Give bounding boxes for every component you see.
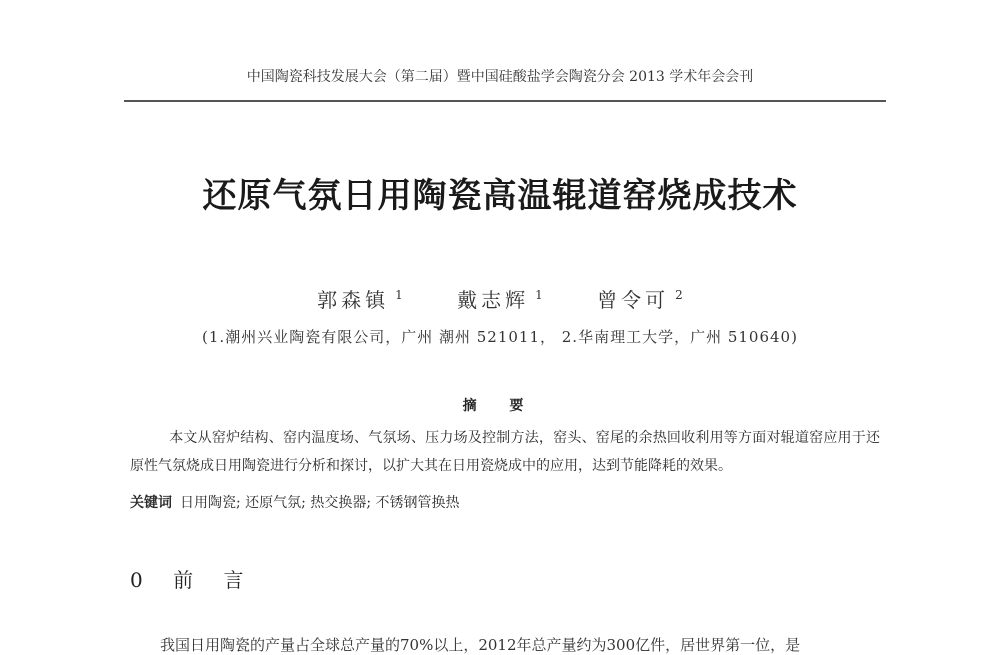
keywords-list: 日用陶瓷; 还原气氛; 热交换器; 不锈钢管换热 bbox=[180, 495, 460, 511]
author-affiliation-marker: 1 bbox=[535, 288, 543, 303]
keywords bbox=[130, 492, 880, 512]
keywords-label: 关键词 bbox=[130, 495, 172, 511]
author-affiliation-marker: 2 bbox=[675, 288, 683, 303]
header-rule bbox=[124, 100, 886, 102]
author-name: 戴志辉 bbox=[457, 288, 530, 312]
author-2 bbox=[457, 284, 543, 313]
abstract-text: 本文从窑炉结构、窑内温度场、气氛场、压力场及控制方法，窑头、窑尾的余热回收利用等方面对辊道窑应用于还原性气氛烧成日用陶瓷进行分析和探讨，以扩大其在日用瓷烧成中的应用，达到节能降耗的效果。 bbox=[130, 430, 880, 474]
author-1 bbox=[317, 284, 403, 313]
section-heading: 0 前 言 bbox=[130, 568, 256, 592]
affiliation: (1.潮州兴业陶瓷有限公司，广州 潮州 521011， 2.华南理工大学，广州 510640) bbox=[202, 328, 798, 346]
paper-title: 还原气氛日用陶瓷高温辊道窑烧成技术 bbox=[202, 176, 798, 216]
author-affiliation-marker: 1 bbox=[395, 288, 403, 303]
author-3 bbox=[597, 284, 683, 313]
author-name: 郭森镇 bbox=[317, 288, 390, 312]
abstract-heading: 摘 要 bbox=[462, 398, 538, 414]
body-paragraph: 我国日用陶瓷的产量占全球总产量的70%以上，2012年总产量约为300亿件，居世界第一位，是 bbox=[160, 636, 801, 654]
running-header: 中国陶瓷科技发展大会（第二届）暨中国硅酸盐学会陶瓷分会 2013 学术年会会刊 bbox=[246, 69, 754, 85]
author-list bbox=[0, 284, 1000, 313]
author-name: 曾令可 bbox=[597, 288, 670, 312]
